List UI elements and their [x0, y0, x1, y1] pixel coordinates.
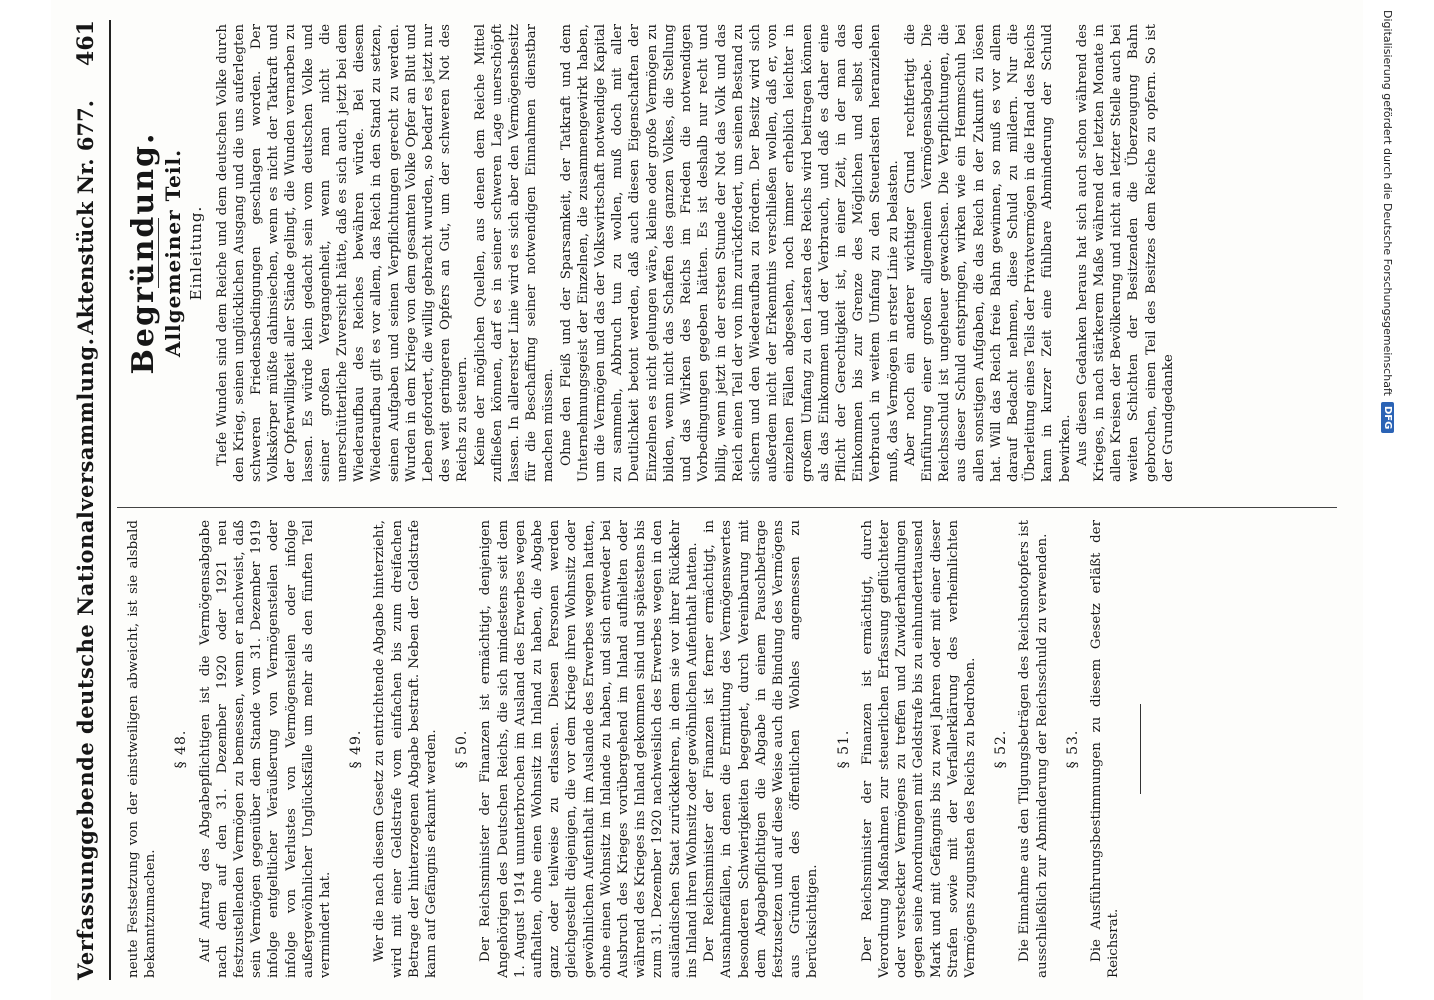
- section-heading-52: § 52.: [993, 729, 1010, 769]
- column-divider: [117, 507, 1337, 508]
- paragraph-3: Ohne den Fleiß und der Sparsamkeit, der Tatkraft und dem Unternehmungsgeist der Einzelnen, die zusammengewirkt haben, um die Vermögen und das der Volkswirtschaft notwendige Kapital zu sammeln, Abbruch tun zu wollen, muß doch mit aller Deutlichkeit betont werden, daß auch diesen Eigenschaften der Einzelnen es nicht gelungen wäre, kleine oder große Vermögen zu bilden, wenn nicht das Schaffen des ganzen Volkes, die Stellung und das Wirken des Reichs im Frieden die notwendigen Vorbedingungen gegeben hätten. Es ist deshalb nur recht und billig, wenn jetzt in der ersten Stunde der Not das Volk und das Reich einen Teil der von ihm zurückfordert, um seinen Bestand zu sichern und den Wiederaufbau zu fördern. Der Besitz wird sich außerdem nicht der Erkenntnis verschließen wollen, daß er, von einzelnen Fällen abgesehen, noch immer erheblich leichter in großem Umfang zu den Lasten des Reichs wird beitragen können als das Einkommen und der Verbrauch, und daß es daher eine Pflicht der Gerechtigkeit ist, in einer Zeit, in der man das Einkommen bis zur Grenze des Möglichen und selbst den Verbrauch in weitem Umfang zu den Steuerlasten heranziehen muß, das Vermögen in erster Linie zu belasten.: [558, 24, 901, 482]
- heading-einleitung: Einleitung.: [187, 205, 206, 301]
- right-column: [125, 24, 1345, 482]
- page-number: 461: [73, 20, 99, 66]
- title-begruendung: Begründung.: [126, 131, 161, 375]
- paragraph-48: Auf Antrag des Abgabepflichtigen ist die Vermögensabgabe nach dem auf den 31. Dezember 1920 oder 1921 neu festzustellenden Vermögen zu bemessen, wenn er nachweist, daß sein Vermögen gegenüber dem Stande vom 31. Dezember 1919 infolge entgeltlicher Veräußerung von Vermögensteilen oder infolge von Verlustes von Vermögensteilen oder infolge außergewöhnlicher Unglücksfälle um mehr als den fünften Teil vermindert hat.: [197, 520, 334, 978]
- paragraph-4: Aber noch ein anderer wichtiger Grund rechtfertigt die Einführung einer großen allgemeinen Vermögensabgabe. Die Reichsschuld ist ungeheuer gewachsen. Die Verpflichtungen, die aus dieser Schuld entspringen, wirken wie ein Hemmschuh bei allen sonstigen Aufgaben, die das Reich in der Zukunft zu lösen hat. Will das Reich freie Bahn gewinnen, so muß es vor allem darauf Bedacht nehmen, diese Schuld zu mildern. Nur die Überleitung eines Teils der Privatvermögen in die Hand des Reichs kann in kurzer Zeit eine fühlbare Abminderung der Schuld bewirken.: [902, 24, 1073, 482]
- paragraph-52: Die Einnahme aus den Tilgungsbeträgen des Reichsnotopfers ist ausschließlich zur Abminderung der Reichsschuld zu verwenden.: [1017, 520, 1050, 978]
- digitization-credit: [1376, 10, 1400, 990]
- paragraph-intro: neute Festsetzung von der einstweiligen abweicht, ist sie alsbald bekanntzumachen.: [126, 520, 159, 978]
- subtitle-allgemeiner-teil: Allgemeiner Teil.: [161, 148, 186, 358]
- end-rule: [1140, 704, 1141, 794]
- paragraph-50a: Der Reichsminister der Finanzen ist ermächtigt, denjenigen Angehörigen des Deutschen Reichs, die sich mindestens seit dem 1. August 1914 ununterbrochen im Ausland des Erwerbes wegen aufhalten, ohne einen Wohnsitz im Inland zu haben, die Abgabe ganz oder teilweise zu erlassen. Diesen Personen werden gleichgestellt diejenigen, die vor dem Kriege ihren Wohnsitz oder gewöhnlichen Aufenthalt im Auslande des Erwerbes wegen hatten, ohne einen Wohnsitz im Inlande zu haben, und sich entweder bei Ausbruch des Krieges vorübergehend im Inland aufhielten oder während des Krieges ins Inland gekommen sind und spätestens bis zum 31. Dezember 1920 nachweislich des Erwerbes wegen in den ausländischen Staat zurückkehren, in dem sie vor ihrer Rückkehr ins Inland ihren Wohnsitz oder gewöhnlichen Aufenthalt hatten.: [478, 520, 700, 978]
- paragraph-53: Die Ausführungsbestimmungen zu diesem Gesetz erläßt der Reichsrat.: [1088, 520, 1122, 978]
- section-heading-49: § 49.: [348, 729, 365, 769]
- document-page: [51, 0, 1363, 1000]
- header-document-number: Aktenstück Nr. 677.: [73, 100, 98, 335]
- credit-text: Digitalisierung gefördert durch die Deutsche Forschungsgemeinschaft: [1381, 10, 1395, 396]
- section-heading-53: § 53.: [1064, 729, 1081, 769]
- section-heading-51: § 51.: [835, 729, 852, 769]
- section-heading-50: § 50.: [454, 729, 471, 769]
- running-head: [73, 20, 113, 980]
- paragraph-2: Keine der möglichen Quellen, aus denen dem Reiche Mittel zufließen können, darf es in seiner schweren Lage unerschöpft lassen. In allererster Linie wird es sich aber den Vermögensbesitz für die Beschaffung seiner notwendigen Einnahmen dienstbar machen müssen.: [472, 24, 557, 482]
- paragraph-50b: Der Reichsminister der Finanzen ist ferner ermächtigt, in Ausnahmefällen, in denen die Ermittlung des Vermögenswertes besonderen Schwierigkeiten begegnet, durch Vereinbarung mit dem Abgabepflichtigen die Abgabe in einem Pauschbetrage festzusetzen und auf diese Weise auch die Bindung des Vermögens aus Gründen des öffentlichen Wohles angemessen zu berücksichtigen.: [702, 520, 821, 978]
- paragraph-5: Aus diesen Gedanken heraus hat sich auch schon während des Krieges, in nach stärkerem Maße während der letzten Monate in allen Kreisen der Bevölkerung und nicht an letzter Stelle auch bei weiten Schichten der Besitzenden die Überzeugung Bahn gebrochen, einen Teil des Besitzes dem Reiche zu opfern. So ist der Grundgedanke: [1074, 24, 1176, 482]
- paragraph-49: Wer die nach diesem Gesetz zu entrichtende Abgabe hinterzieht, wird mit einer Geldstrafe vom einfachen bis zum dreifachen Betrage der hinterzogenen Abgabe bestraft. Neben der Geldstrafe kann auf Gefängnis erkannt werden.: [372, 520, 440, 978]
- header-assembly-name: Verfassunggebende deutsche Nationalversammlung.: [73, 337, 98, 980]
- dfg-logo: DFG: [1382, 402, 1395, 433]
- header-rule: [109, 20, 111, 980]
- left-column: [125, 520, 1345, 978]
- paragraph-51: Der Reichsminister der Finanzen ist ermächtigt, durch Verordnung Maßnahmen zur steuerlichen Erfassung geflüchteter oder versteckter Vermögens zu treffen und Zuwiderhandlungen gegen seine Anordnungen mit Geldstrafe bis zu einhunderttausend Mark und mit Gefängnis bis zu zwei Jahren oder mit einer dieser Strafen sowie mit der Verfallerklärung des verheimlichten Vermögens zugunsten des Reichs zu bedrohen.: [859, 520, 978, 978]
- paragraph-1: Tiefe Wunden sind dem Reiche und dem deutschen Volke durch den Krieg, seinen unglücklichen Ausgang und die uns auferlegten schweren Friedensbedingungen geschlagen worden. Der Volkskörper müßte dahinsiechen, wenn es nicht der Tatkraft und der Opferwilligkeit aller Stände gelingt, die Wunden vernarben zu lassen. Es würde klein gedacht sein vom deutschen Volke und seiner großen Vergangenheit, wenn man nicht die unerschütterliche Zuversicht hätte, daß es sich auch jetzt bei dem Wiederaufbau des Reiches bewähren würde. Bei diesem Wiederaufbau gilt es vor allem, das Reich in den Stand zu setzen, seinen Aufgaben und seinen Verpflichtungen gerecht zu werden. Wurden in dem Kriege von dem gesamten Volke Opfer an Blut und Leben gefordert, die willig gebracht wurden, so bedarf es jetzt nur des weit geringeren Opfers an Gut, um der schweren Not des Reichs zu steuern.: [214, 24, 471, 482]
- section-heading-48: § 48.: [173, 729, 190, 769]
